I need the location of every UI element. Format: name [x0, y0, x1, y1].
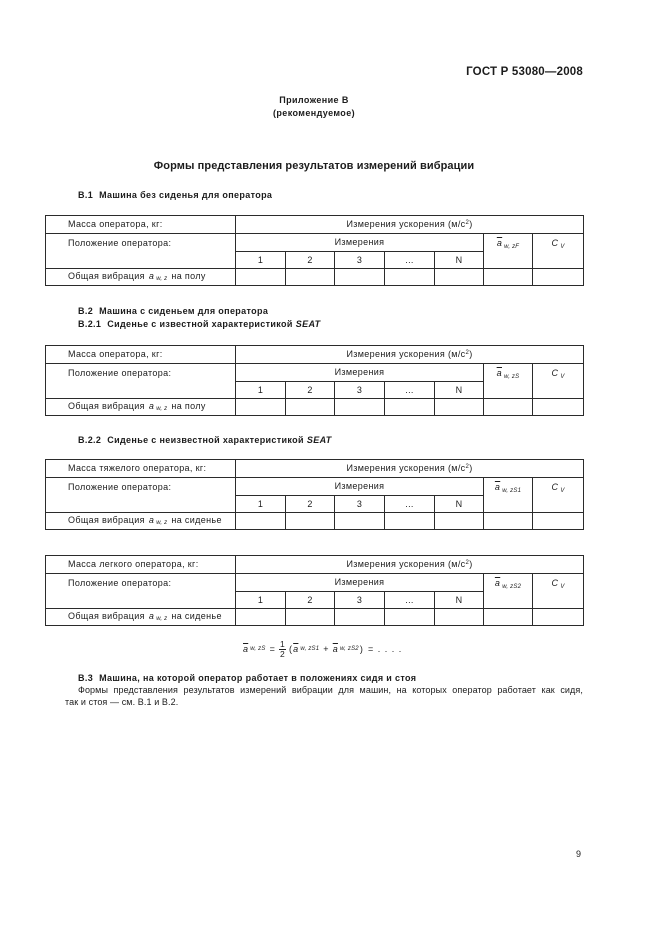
column-header: 3 — [335, 252, 385, 269]
page-title: Формы представления результатов измерений вибрации — [153, 160, 475, 172]
acceleration-header-close: ) — [469, 219, 473, 229]
value-cell — [484, 609, 533, 626]
column-header: N — [435, 496, 484, 513]
cv-symbol: C — [551, 578, 559, 588]
total-vibration-label — [46, 269, 236, 286]
value-cell — [484, 513, 533, 530]
operator-mass-label: Масса оператора, кг: — [46, 346, 236, 364]
value-cell — [533, 513, 584, 530]
acceleration-header-text: Измерения ускорения (м/с — [346, 219, 466, 229]
heading-text: Машина с сиденьем для оператора — [99, 306, 269, 316]
cv-symbol: C — [551, 368, 559, 378]
cv-subscript: V — [560, 583, 565, 590]
column-header: N — [435, 592, 484, 609]
unit-power: 2 — [465, 560, 470, 566]
appendix-title: Приложение В — [279, 95, 349, 105]
document-code: ГОСТ Р 53080—2008 — [466, 66, 583, 78]
heading-text: Машина без сиденья для оператора — [99, 190, 273, 200]
formula-open-paren: ( — [288, 644, 293, 654]
total-vibration-subscript: w, z — [156, 520, 168, 527]
column-header: 3 — [335, 592, 385, 609]
column-header: 2 — [286, 592, 335, 609]
value-cell — [435, 399, 484, 416]
formula-lhs-symbol: $\overline{a}$ — [243, 644, 249, 654]
total-vibration-text: Общая вибрация — [68, 400, 145, 411]
fraction-numerator: 1 — [280, 638, 285, 649]
mean-acceleration-subscript: w, zS2 — [502, 583, 522, 590]
heading-number: В.1 — [78, 190, 94, 200]
mean-acceleration-subscript: w, zF — [504, 243, 520, 250]
formula-fraction — [279, 640, 286, 659]
cv-subscript: V — [560, 487, 565, 494]
table-b2-2-heavy — [45, 459, 584, 530]
operator-mass-label: Масса легкого оператора, кг: — [46, 556, 236, 574]
value-cell — [286, 513, 335, 530]
total-vibration-subscript: w, z — [156, 276, 168, 283]
acceleration-header — [236, 556, 584, 574]
operator-position-label: Положение оператора: — [46, 478, 236, 513]
value-cell — [335, 269, 385, 286]
total-vibration-symbol: a — [148, 514, 155, 525]
value-cell — [484, 269, 533, 286]
mean-acceleration-symbol: $\overline{a}$ — [494, 578, 501, 588]
formula-term1-symbol: $\overline{a}$ — [293, 644, 299, 654]
column-header: 1 — [236, 496, 286, 513]
column-header: 2 — [286, 252, 335, 269]
cv-subscript: V — [560, 373, 565, 380]
column-header: 1 — [236, 382, 286, 399]
total-vibration-symbol: a — [148, 270, 155, 281]
acceleration-header-text: Измерения ускорения (м/с — [346, 463, 466, 473]
column-header: 2 — [286, 382, 335, 399]
total-vibration-symbol: a — [148, 400, 155, 411]
total-vibration-subscript: w, z — [156, 406, 168, 413]
value-cell — [385, 609, 435, 626]
value-cell — [385, 513, 435, 530]
column-header: 1 — [236, 592, 286, 609]
column-header: N — [435, 252, 484, 269]
measurements-header: Измерения — [236, 574, 484, 592]
value-cell — [335, 399, 385, 416]
formula-term2-symbol: $\overline{a}$ — [332, 644, 338, 654]
column-header: ... — [385, 496, 435, 513]
mean-acceleration-header — [484, 234, 533, 269]
heading-b2 — [78, 305, 268, 317]
mean-acceleration-symbol: $\overline{a}$ — [496, 238, 503, 248]
measurements-header: Измерения — [236, 234, 484, 252]
unit-power: 2 — [465, 350, 470, 356]
value-cell — [435, 513, 484, 530]
heading-text: Сиденье с известной характеристикой — [107, 319, 293, 329]
formula-close-paren: ) — [359, 644, 364, 654]
value-cell — [533, 609, 584, 626]
formula-term2-subscript: w, zS2 — [339, 646, 359, 652]
mean-acceleration-header — [484, 364, 533, 399]
column-header: N — [435, 382, 484, 399]
mean-acceleration-symbol: $\overline{a}$ — [496, 368, 502, 378]
table-b2-2-light — [45, 555, 584, 626]
column-header: 1 — [236, 252, 286, 269]
page-number: 9 — [576, 849, 582, 859]
total-vibration-location: на сиденье — [171, 610, 222, 621]
column-header: ... — [385, 592, 435, 609]
table-b1 — [45, 215, 584, 286]
value-cell — [335, 513, 385, 530]
cv-header — [533, 364, 584, 399]
heading-text: Машина, на которой оператор работает в положениях сидя и стоя — [99, 673, 417, 683]
operator-mass-label: Масса тяжелого оператора, кг: — [46, 460, 236, 478]
unit-power: 2 — [465, 220, 470, 226]
acceleration-header-text: Измерения ускорения (м/с — [346, 559, 466, 569]
paragraph-line: Формы представления результатов измерений вибрации для машин, на которых оператор работает как сидя, — [78, 685, 583, 695]
measurements-header: Измерения — [236, 364, 484, 382]
total-vibration-location: на полу — [171, 270, 206, 281]
mean-seat-acceleration-formula — [243, 639, 402, 659]
operator-position-label: Положение оператора: — [46, 574, 236, 609]
formula-term1-subscript: w, zS1 — [300, 646, 320, 652]
acceleration-header-close: ) — [469, 349, 473, 359]
mean-acceleration-subscript: w, zS — [504, 373, 520, 380]
heading-emphasis: SEAT — [306, 435, 332, 445]
mean-acceleration-symbol: $\overline{a}$ — [494, 482, 501, 492]
cv-symbol: C — [551, 238, 559, 248]
paragraph-b3 — [65, 684, 583, 708]
value-cell — [236, 609, 286, 626]
heading-emphasis: SEAT — [295, 319, 321, 329]
cv-header — [533, 478, 584, 513]
heading-number: В.2 — [78, 306, 94, 316]
value-cell — [533, 269, 584, 286]
column-header: 3 — [335, 382, 385, 399]
column-header: 2 — [286, 496, 335, 513]
total-vibration-label — [46, 513, 236, 530]
acceleration-header-close: ) — [469, 463, 473, 473]
value-cell — [286, 269, 335, 286]
column-header: ... — [385, 382, 435, 399]
heading-b2-1 — [78, 318, 321, 330]
heading-b3 — [78, 672, 416, 684]
value-cell — [385, 399, 435, 416]
heading-b1 — [78, 189, 272, 201]
mean-acceleration-header — [484, 574, 533, 609]
table-b2-1 — [45, 345, 584, 416]
heading-number: В.2.2 — [78, 435, 102, 445]
cv-symbol: C — [551, 482, 559, 492]
mean-acceleration-header — [484, 478, 533, 513]
cv-subscript: V — [560, 243, 565, 250]
acceleration-header — [236, 460, 584, 478]
total-vibration-label — [46, 399, 236, 416]
total-vibration-label — [46, 609, 236, 626]
value-cell — [236, 269, 286, 286]
appendix-status: (рекомендуемое) — [273, 108, 355, 118]
acceleration-header-text: Измерения ускорения (м/с — [346, 349, 466, 359]
column-header: ... — [385, 252, 435, 269]
operator-mass-label: Масса оператора, кг: — [46, 216, 236, 234]
value-cell — [286, 609, 335, 626]
value-cell — [236, 399, 286, 416]
heading-number: В.2.1 — [78, 319, 102, 329]
total-vibration-text: Общая вибрация — [68, 514, 145, 525]
formula-plus: + — [323, 644, 329, 654]
operator-position-label: Положение оператора: — [46, 364, 236, 399]
unit-power: 2 — [465, 464, 470, 470]
acceleration-header — [236, 346, 584, 364]
value-cell — [435, 609, 484, 626]
measurements-header: Измерения — [236, 478, 484, 496]
column-header: 3 — [335, 496, 385, 513]
value-cell — [484, 399, 533, 416]
formula-lhs-subscript: w, zS — [250, 646, 266, 652]
total-vibration-location: на полу — [171, 400, 206, 411]
acceleration-header — [236, 216, 584, 234]
total-vibration-location: на сиденье — [171, 514, 222, 525]
total-vibration-text: Общая вибрация — [68, 270, 145, 281]
value-cell — [435, 269, 484, 286]
formula-equals: = — [269, 644, 276, 654]
total-vibration-text: Общая вибрация — [68, 610, 145, 621]
mean-acceleration-subscript: w, zS1 — [502, 487, 522, 494]
fraction-denominator: 2 — [280, 648, 285, 659]
value-cell — [533, 399, 584, 416]
heading-text: Сиденье с неизвестной характеристикой — [107, 435, 304, 445]
cv-header — [533, 574, 584, 609]
value-cell — [236, 513, 286, 530]
value-cell — [335, 609, 385, 626]
heading-number: В.3 — [78, 673, 94, 683]
value-cell — [286, 399, 335, 416]
paragraph-line: так и стоя — см. В.1 и В.2. — [65, 697, 179, 707]
value-cell — [385, 269, 435, 286]
cv-header — [533, 234, 584, 269]
formula-result: = . . . . — [368, 644, 403, 654]
heading-b2-2 — [78, 434, 332, 446]
total-vibration-symbol: a — [148, 610, 155, 621]
total-vibration-subscript: w, z — [156, 616, 168, 623]
acceleration-header-close: ) — [469, 559, 473, 569]
operator-position-label: Положение оператора: — [46, 234, 236, 269]
